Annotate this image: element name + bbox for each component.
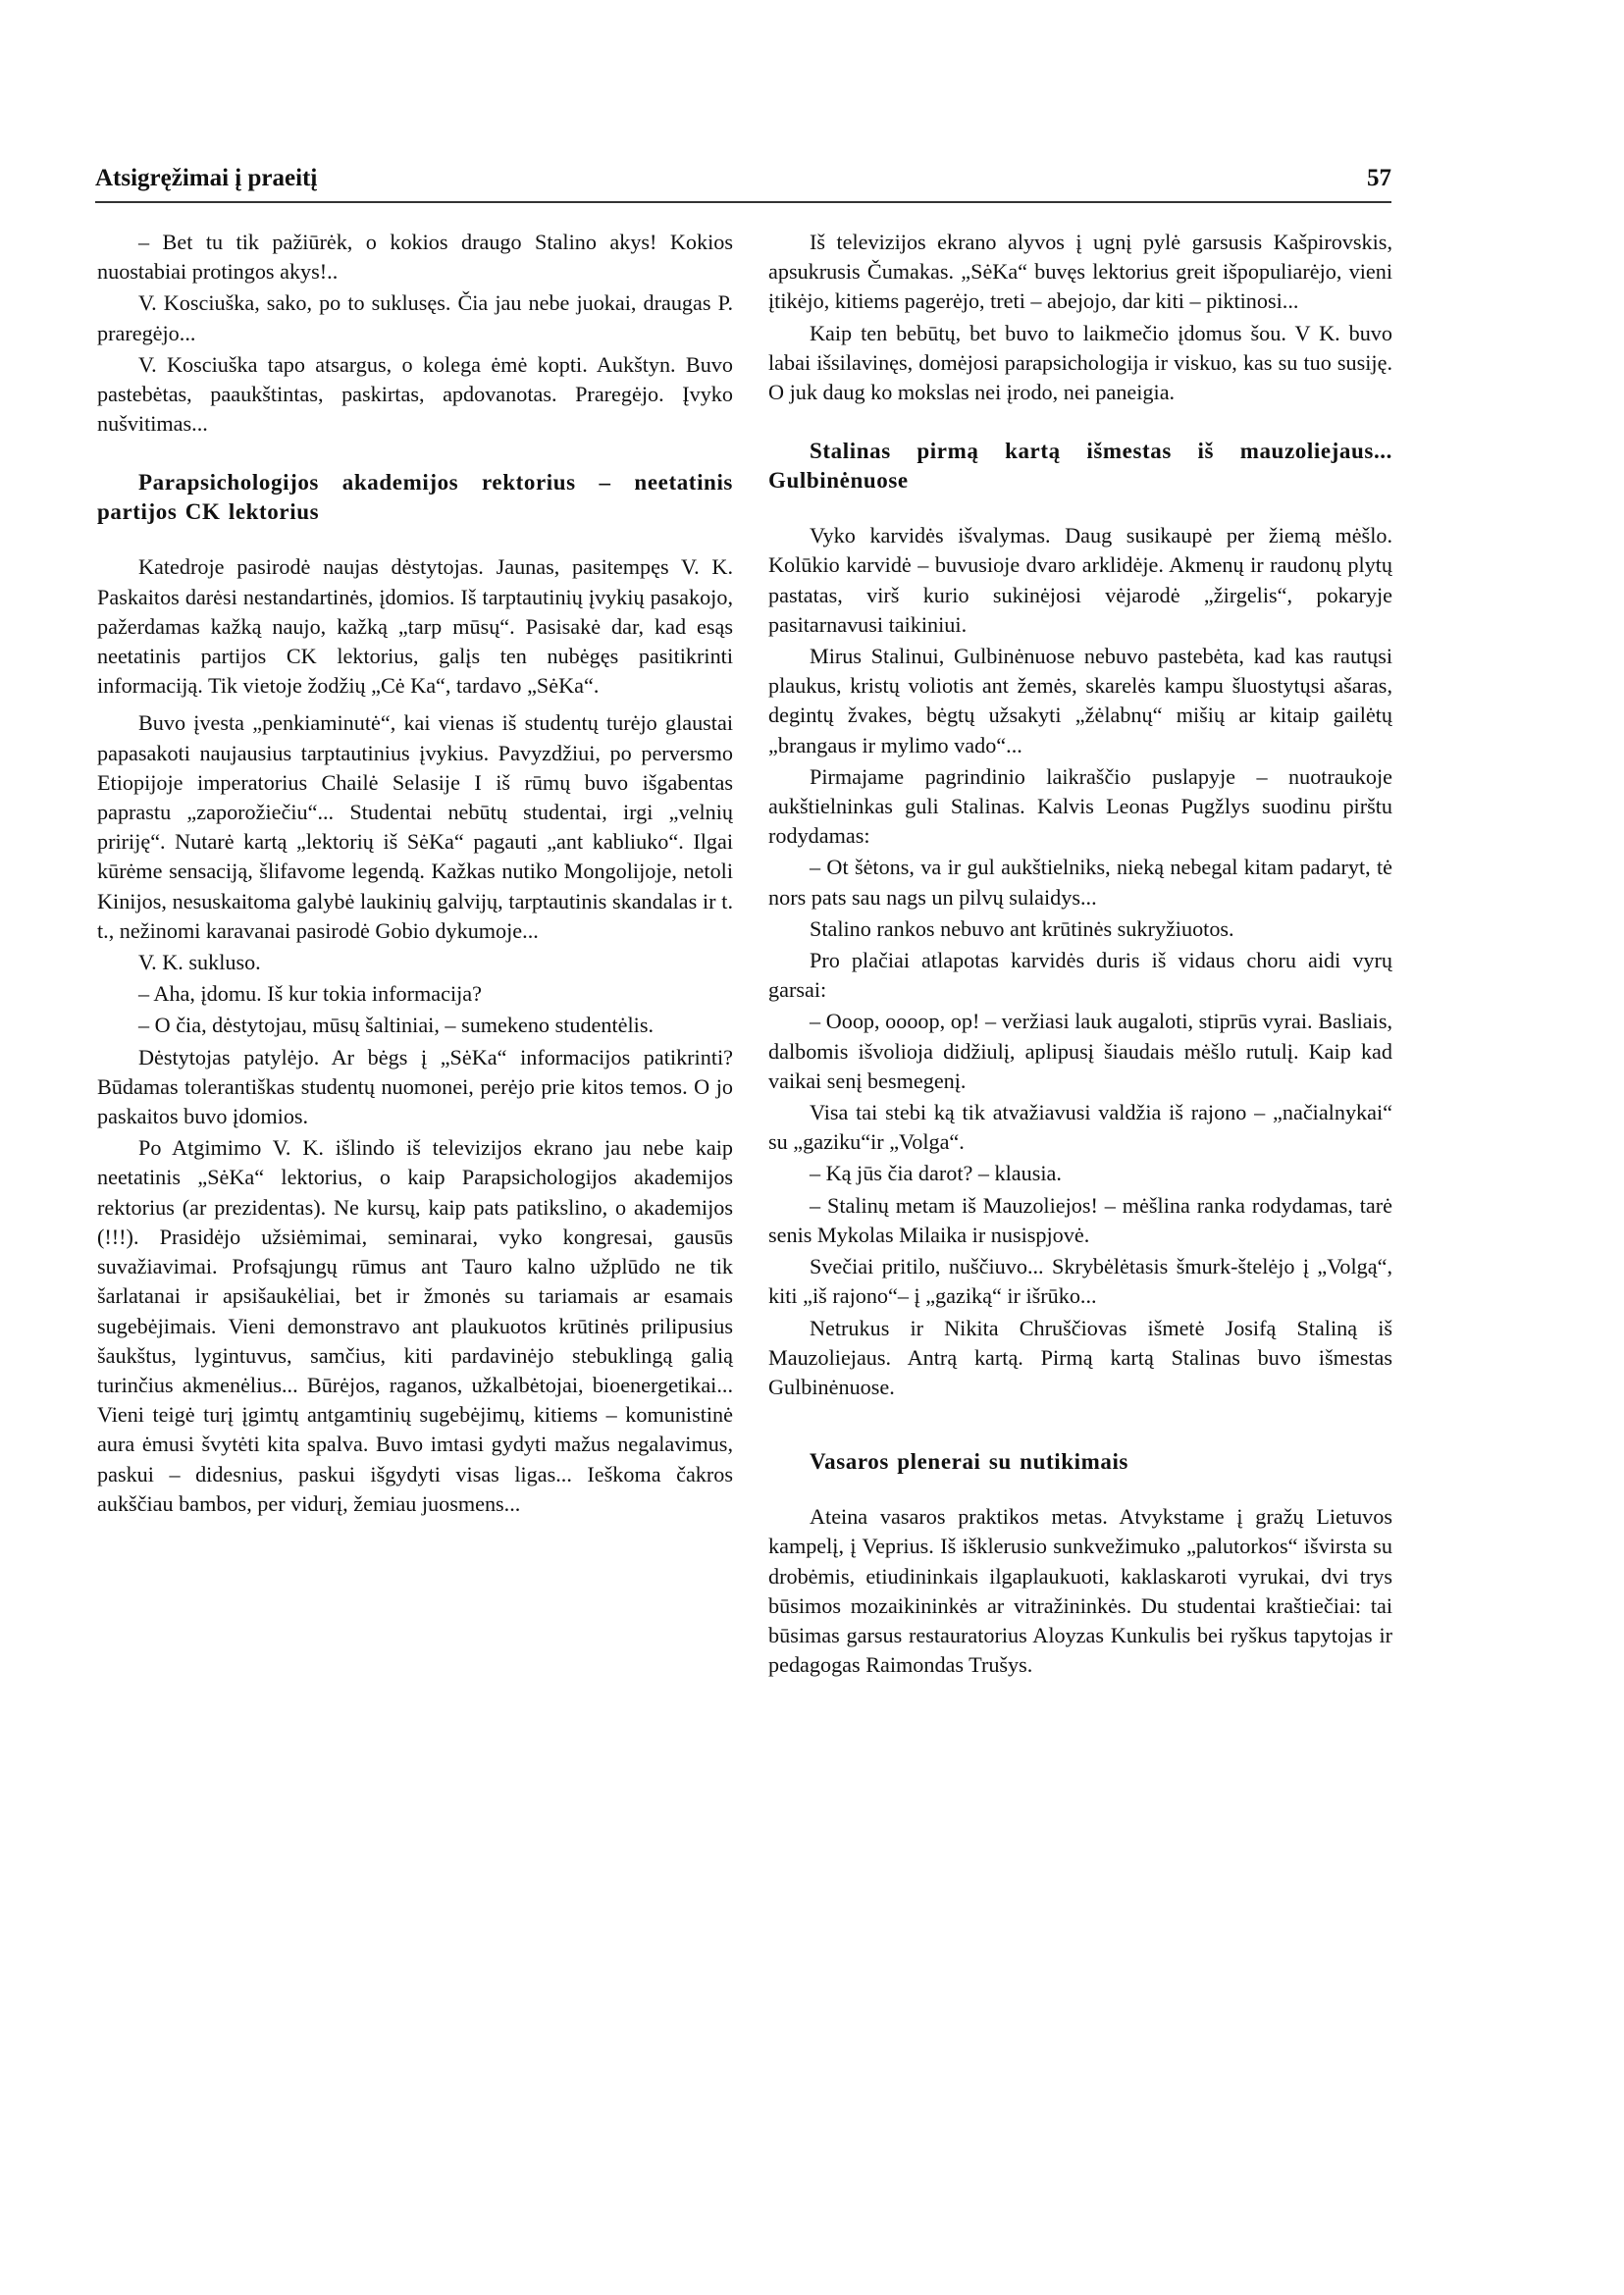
paragraph: – Ką jūs čia darot? – klausia. <box>810 1161 1062 1186</box>
paragraph: V. K. sukluso. <box>138 950 261 975</box>
left-column <box>97 228 733 1521</box>
paragraph: Stalino rankos nebuvo ant krūtinės sukryžiuotos. <box>810 915 1234 941</box>
paragraph: Kaip ten bebūtų, bet buvo to laikmečio įdomus šou. V K. buvo labai išsilavinęs, domėjosi parapsichologija ir viskuo, kas su tuo susiję. O juk daug ko mokslas nei įrodo, nei paneigia. <box>768 320 1392 405</box>
paragraph: Dėstytojas patylėjo. Ar bėgs į „SėKa“ informacijos patikrinti? Būdamas tolerantiškas studentų nuomonei, perėjo prie kitos temos. O jo paskaitos buvo įdomios. <box>97 1044 733 1129</box>
paragraph: Ateina vasaros praktikos metas. Atvykstame į gražų Lietuvos kampelį, į Veprius. Iš išklerusio sunkvežimuko „palutorkos“ išvirsta su drobėmis, etiudininkais ilgaplaukuoti, kaklaskaroti vyrukai, dvi trys būsimos mozaikininkės ar vitražininkės. Du studentai kraštiečiai: tai būsimas garsus restauratorius Aloyzas Kunkulis bei ryškus tapytojas ir pedagogas Raimondas Trušys. <box>768 1504 1392 1678</box>
paragraph: Pro plačiai atlapotas karvidės duris iš vidaus choru aidi vyrų garsai: <box>768 948 1392 1003</box>
running-head-title: Atsigręžimai į praeitį <box>95 165 318 191</box>
paragraph: Po Atgimimo V. K. išlindo iš televizijos ekrano jau nebe kaip neetatinis „SėKa“ lektorius, o kaip Parapsichologijos akademijos rektorius (ar prezidentas). Ne kursų, kaip pats patikslino, o akademijos (!!!). Prasidėjo užsiėmimai, seminarai, vyko kongresai, gausūs suvažiavimai. Profsąjungų rūmus ant Tauro kalno užplūdo ne tik šarlatanai ir apsišaukėliai, bet ir žmonės su tariamais ar esamais sugebėjimais. Vieni demonstravo ant plaukuotos krūtinės prilipusius šaukštus, lygintuvus, samčius, kiti pardavinėjo stebuklingą galią turinčius akmenėlius... Būrėjos, raganos, užkalbėtojai, bioenergetikai... Vieni teigė turį įgimtų antgamtinių sugebėjimų, kitiems – komunistinė aura ėmusi švytėti kita spalva. Buvo imtasi gydyti mažus negalavimus, paskui – didesnius, paskui išgydyti visas ligas... Ieškoma čakros aukščiau bambos, per vidurį, žemiau juosmens... <box>97 1135 733 1516</box>
paragraph: – Aha, įdomu. Iš kur tokia informacija? <box>138 981 482 1007</box>
paragraph: Mirus Stalinui, Gulbinėnuose nebuvo pastebėta, kad kas rautųsi plaukus, kristų voliotis ant žemės, skarelės kampu šluostytųsi ašaras, degintų žvakes, bėgtų užsakyti „žėlabnų“ mišių ar kitaip gailėtų „brangaus ir mylimo vado“... <box>768 644 1392 757</box>
paragraph: V. Kosciuška, sako, po to suklusęs. Čia jau nebe juokai, draugas P. praregėjo... <box>97 290 733 345</box>
paragraph: Buvo įvesta „penkiaminutė“, kai vienas iš studentų turėjo glaustai papasakoti naujausius tarptautinius įvykius. Pavyzdžiui, po perversmo Etiopijoje imperatorius Chailė Selasije I iš rūmų buvo išgabentas paprastu „zaporožiečiu“... Studentai nebūtų studentai, irgi „velnių pririję“. Nutarė kartą „lektorių iš SėKa“ pagauti „ant kabliuko“. Ilgai kūrėme sensaciją, šlifavome legendą. Kažkas nutiko Mongolijoje, netoli Kinijos, nesuskaitoma galybė laukinių galvijų, tarptautinis skandalas ir t. t., nežinomi karavanai pasirodė Gobio dykumoje... <box>97 710 733 943</box>
paragraph: – O čia, dėstytojau, mūsų šaltiniai, – sumekeno studentėlis. <box>138 1013 655 1038</box>
paragraph: Visa tai stebi ką tik atvažiavusi valdžia iš rajono – „načialnykai“ su „gaziku“ir „Volga“. <box>768 1100 1392 1155</box>
paragraph: – Ot šėtons, va ir gul aukštielniks, nieką nebegal kitam padaryt, tė nors pats sau nags un pilvų sulaidys... <box>768 855 1392 910</box>
paragraph: – Ooop, oooop, op! – veržiasi lauk augaloti, stiprūs vyrai. Basliais, dalbomis išvolioja didžiulį, aplipusį šiaudais mėšlo rutulį. Kaip kad vaikai senį besmegenį. <box>768 1009 1392 1093</box>
paragraph: Katedroje pasirodė naujas dėstytojas. Jaunas, pasitempęs V. K. Paskaitos darėsi nestandartinės, įdomios. Iš tarptautinių įvykių pasakojo, pažerdamas kažką naujo, kažką „tarp mūsų“. Pasisakė dar, kad esąs neetatinis partijos CK lektorius, galįs ten nubėgęs pasitikrinti informaciją. Tik vietoje žodžių „Cė Ka“, tardavo „SėKa“. <box>97 554 733 699</box>
page-number: 57 <box>1367 165 1391 191</box>
running-head <box>95 153 1391 192</box>
section-heading-summer-plein-air: Vasaros plenerai su nutikimais <box>810 1449 1128 1475</box>
section-heading-parapsychology: Parapsichologijos akademijos rektorius – neetatinis partijos CK lektorius <box>97 470 733 525</box>
right-column <box>768 228 1392 1682</box>
header-rule <box>95 201 1391 203</box>
paragraph: Netrukus ir Nikita Chruščiovas išmetė Josifą Staliną iš Mauzoliejaus. Antrą kartą. Pirmą kartą Stalinas buvo išmestas Gulbinėnuose. <box>768 1315 1392 1399</box>
section-heading-stalin: Stalinas pirmą kartą išmestas iš mauzoliejaus... Gulbinėnuose <box>768 439 1392 494</box>
paragraph: – Stalinų metam iš Mauzoliejos! – mėšlina ranka rodydamas, tarė senis Mykolas Milaika ir nusispjovė. <box>768 1192 1392 1247</box>
paragraph: Vyko karvidės išvalymas. Daug susikaupė per žiemą mėšlo. Kolūkio karvidė – buvusioje dvaro arklidėje. Akmenų ir raudonų plytų pastatas, virš kurio sukinėjosi vėjarodė „žirgelis“, pokaryje pasitarnavusi taikiniui. <box>768 523 1392 637</box>
paragraph: – Bet tu tik pažiūrėk, o kokios draugo Stalino akys! Kokios nuostabiai protingos akys!.. <box>97 230 733 285</box>
paragraph: Svečiai pritilo, nuščiuvo... Skrybėlėtasis šmurk-štelėjo į „Volgą“, kiti „iš rajono“– į „gaziką“ ir išrūko... <box>768 1254 1392 1309</box>
paragraph: V. Kosciuška tapo atsargus, o kolega ėmė kopti. Aukštyn. Buvo pastebėtas, paaukštintas, paskirtas, apdovanotas. Praregėjo. Įvyko nušvitimas... <box>97 351 733 437</box>
paragraph: Iš televizijos ekrano alyvos į ugnį pylė garsusis Kašpirovskis, apsukrusis Čumakas. „SėKa“ buvęs lektorius greit išpopuliarėjo, vieni įtikėjo, kitiems pagerėjo, treti – abejojo, dar kiti – piktinosi... <box>768 230 1392 314</box>
paragraph: Pirmajame pagrindinio laikraščio puslapyje – nuotraukoje aukštielninkas guli Stalinas. Kalvis Leonas Pugžlys suodinu pirštu rodydamas: <box>768 763 1392 849</box>
